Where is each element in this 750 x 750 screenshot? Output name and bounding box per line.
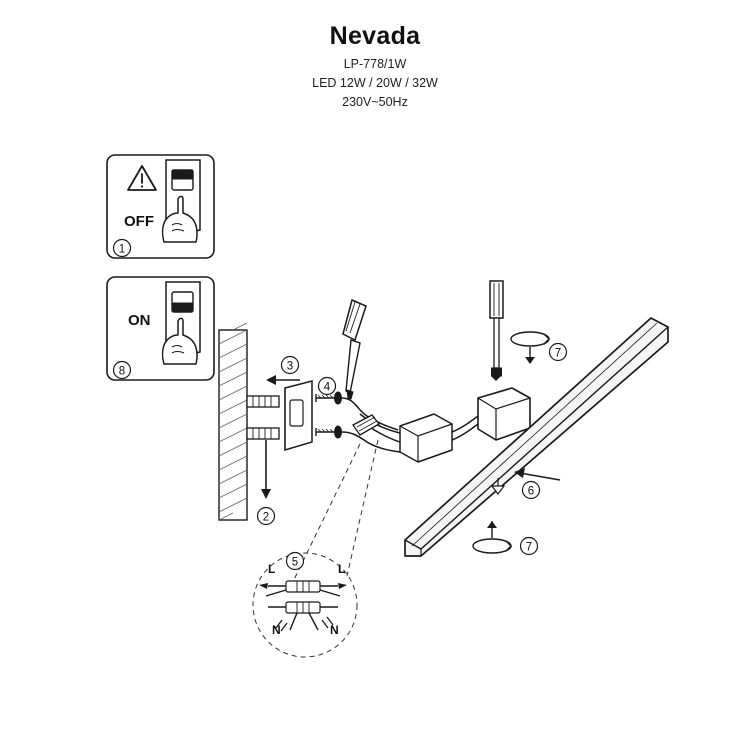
step-marker-4 — [319, 378, 336, 395]
rotation-arrow-top — [511, 332, 549, 364]
power-rating: LED 12W / 20W / 32W — [312, 76, 438, 90]
svg-text:7: 7 — [554, 347, 562, 360]
rotation-arrow-bottom — [473, 521, 511, 553]
panel-off-label: OFF — [124, 213, 154, 230]
wall-section — [219, 323, 247, 520]
svg-text:6: 6 — [527, 485, 535, 498]
junction-box — [478, 388, 530, 440]
svg-text:3: 3 — [286, 360, 294, 373]
screwdriver-right — [490, 281, 503, 381]
label-live-left: L — [268, 562, 276, 576]
svg-text:8: 8 — [118, 365, 126, 378]
model-code: LP-778/1W — [343, 57, 407, 71]
label-neutral-left: N — [272, 623, 281, 637]
svg-text:4: 4 — [323, 381, 331, 394]
step-marker-5 — [287, 553, 304, 570]
wall-anchor-upper — [247, 396, 279, 407]
step-marker-2 — [258, 508, 275, 525]
page-title: Nevada — [329, 22, 421, 50]
step-marker-7-bottom — [521, 538, 538, 555]
step-marker-1 — [114, 240, 131, 257]
terminal-block-lower — [286, 602, 320, 613]
arrow-step-2 — [261, 440, 271, 499]
bracket-screws — [316, 392, 342, 439]
svg-text:5: 5 — [291, 556, 299, 569]
wall-anchors — [247, 396, 279, 439]
svg-text:7: 7 — [525, 541, 533, 554]
wall-anchor-lower — [247, 428, 279, 439]
step-marker-6 — [523, 482, 540, 499]
mounting-bracket — [285, 381, 312, 450]
screw-lower — [316, 426, 342, 439]
panel-on-label: ON — [128, 312, 151, 329]
callout-dashed-lines — [288, 440, 378, 592]
step-marker-8 — [114, 362, 131, 379]
arrow-step-3 — [266, 375, 300, 385]
terminal-block-upper — [286, 581, 320, 592]
panel-off — [107, 155, 214, 258]
step-marker-7-top — [550, 344, 567, 361]
voltage-rating: 230V~50Hz — [342, 95, 408, 109]
svg-text:2: 2 — [262, 511, 270, 524]
led-driver-box — [400, 414, 452, 462]
wiring-detail — [259, 562, 347, 637]
wire-connector-block — [353, 415, 379, 435]
svg-text:1: 1 — [118, 243, 126, 256]
label-live-right: L — [338, 562, 346, 576]
panel-on — [107, 277, 214, 380]
screwdriver-left — [343, 300, 366, 399]
wire-driver-to-junction — [452, 416, 478, 440]
step-marker-3 — [282, 357, 299, 374]
arrow-step-6 — [514, 468, 560, 480]
label-neutral-right: N — [330, 623, 339, 637]
